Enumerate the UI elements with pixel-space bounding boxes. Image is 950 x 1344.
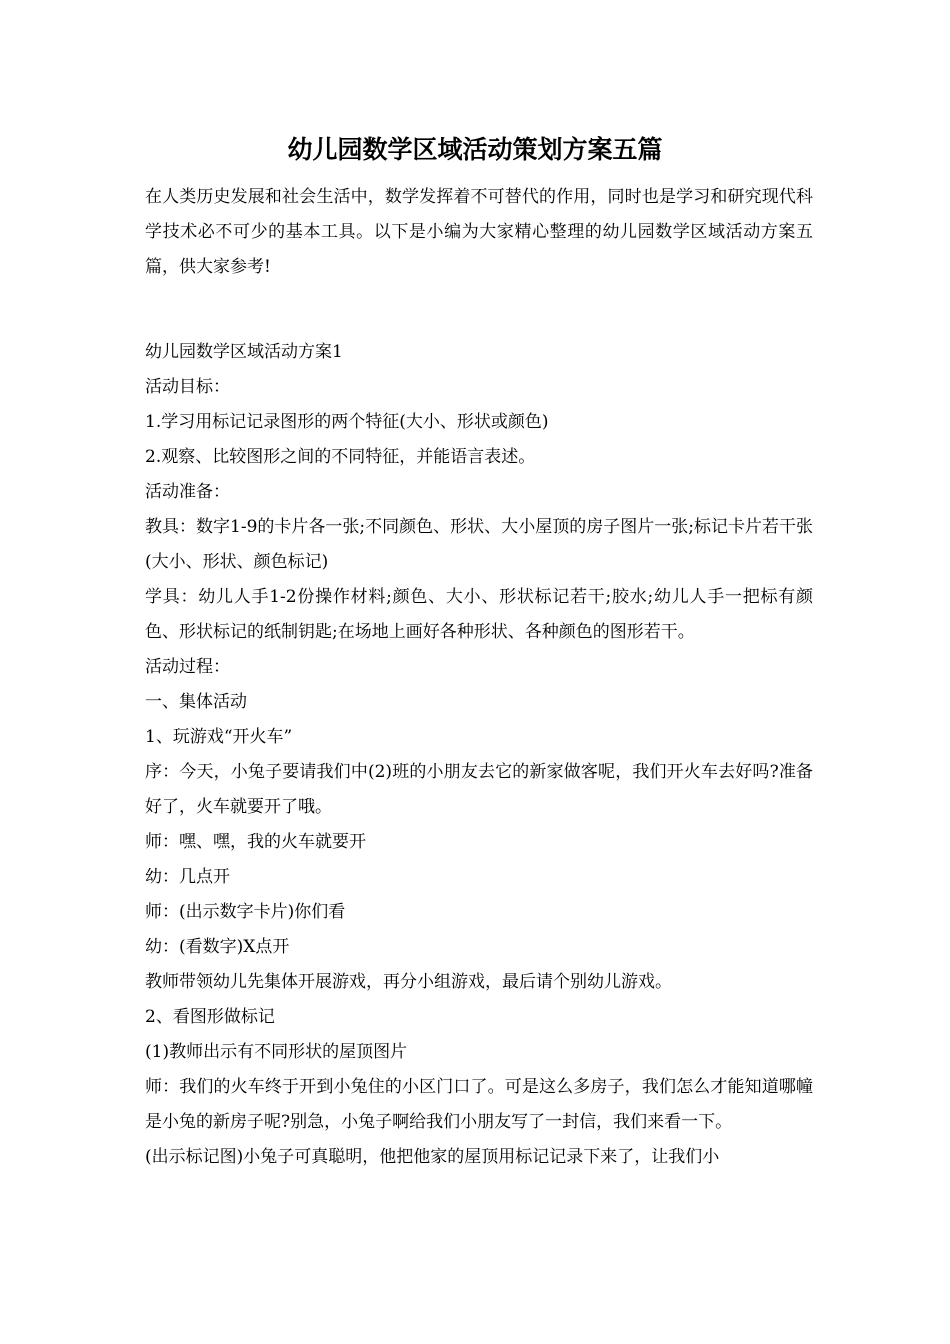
paragraph: (出示标记图)小兔子可真聪明，他把他家的屋顶用标记记录下来了，让我们小 xyxy=(145,1147,720,1167)
paragraph: 教师带领幼儿先集体开展游戏，再分小组游戏，最后请个别幼儿游戏。 xyxy=(145,972,672,992)
paragraph: 师：嘿、嘿，我的火车就要开 xyxy=(145,832,366,852)
paragraph: 活动准备： xyxy=(145,482,230,502)
intro-paragraph: 在人类历史发展和社会生活中，数学发挥着不可替代的作用，同时也是学习和研究现代科学技术必不可少的基本工具。以下是小编为大家精心整理的幼儿园数学区域活动方案五篇，供大家参考! xyxy=(145,187,813,277)
paragraph-spacer xyxy=(145,285,813,335)
paragraph: 序：今天，小兔子要请我们中(2)班的小朋友去它的新家做客呢，我们开火车去好吗?准备好了，火车就要开了哦。 xyxy=(145,762,813,817)
paragraph: (1)教师出示有不同形状的屋顶图片 xyxy=(145,1042,408,1062)
paragraph: 一、集体活动 xyxy=(145,692,247,712)
paragraph: 2、看图形做标记 xyxy=(145,1007,275,1027)
paragraph: 师：(出示数字卡片)你们看 xyxy=(145,902,346,922)
paragraph: 师：我们的火车终于开到小兔住的小区门口了。可是这么多房子，我们怎么才能知道哪幢是小兔的新房子呢?别急，小兔子啊给我们小朋友写了一封信，我们来看一下。 xyxy=(145,1077,813,1132)
paragraph: 1.学习用标记记录图形的两个特征(大小、形状或颜色) xyxy=(145,412,549,432)
paragraph: 学具：幼儿人手1-2份操作材料;颜色、大小、形状标记若干;胶水;幼儿人手一把标有颜色、形状标记的纸制钥匙;在场地上画好各种形状、各种颜色的图形若干。 xyxy=(145,587,813,642)
paragraph: 教具：数字1-9的卡片各一张;不同颜色、形状、大小屋顶的房子图片一张;标记卡片若干张(大小、形状、颜色标记) xyxy=(145,517,813,572)
paragraph: 2.观察、比较图形之间的不同特征，并能语言表述。 xyxy=(145,447,536,467)
section-heading: 幼儿园数学区域活动方案1 xyxy=(145,342,343,362)
paragraph: 1、玩游戏“开火车” xyxy=(145,727,293,747)
document-body xyxy=(145,180,813,1175)
paragraph: 幼：(看数字)X点开 xyxy=(145,937,290,957)
paragraph: 幼：几点开 xyxy=(145,867,230,887)
paragraph: 活动目标： xyxy=(145,377,230,397)
paragraph: 活动过程： xyxy=(145,657,230,677)
document-title: 幼儿园数学区域活动策划方案五篇 xyxy=(287,135,663,164)
